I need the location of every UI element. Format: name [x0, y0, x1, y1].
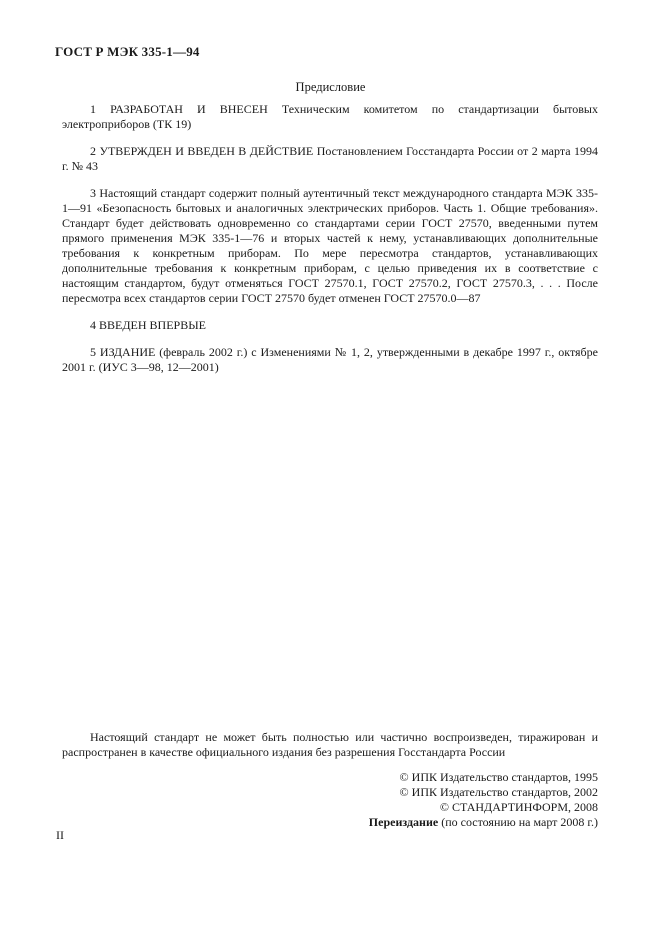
paragraph-approved: 2 УТВЕРЖДЕН И ВВЕДЕН В ДЕЙСТВИЕ Постановлением Госстандарта России от 2 марта 1994 г. № 43: [62, 144, 598, 173]
document-code-header: ГОСТ Р МЭК 335-1—94: [55, 44, 200, 59]
reprint-text: (по состоянию на март 2008 г.): [438, 815, 598, 829]
reprint-line: [369, 815, 598, 830]
paragraph-developed-by: 1 РАЗРАБОТАН И ВНЕСЕН Техническим комитетом по стандартизации бытовых электроприборов (ТК 19): [62, 102, 598, 131]
copyright-block: [369, 770, 598, 830]
paragraph-content: 3 Настоящий стандарт содержит полный аутентичный текст международного стандарта МЭК 335-1—91 «Безопасность бытовых и аналогичных электрических приборов. Часть 1. Общие требования». Стандарт будет действовать одновременно со стандартами серии ГОСТ 27570, введенными путем прямого применения МЭК 335-1—76 и вторых частей к нему, устанавливающих дополнительные требования к конкретным приборам. По мере пересмотра стандартов, устанавливающих дополнительные требования к конкретным приборам, с целью приведения их в соответствие с настоящим стандартом, будут отменяться ГОСТ 27570.1, ГОСТ 27570.2, ГОСТ 27570.3, . . . После пересмотра всех стандартов серии ГОСТ 27570 будет отменен ГОСТ 27570.0—87: [62, 186, 598, 305]
copyright-line-2002: © ИПК Издательство стандартов, 2002: [399, 785, 598, 799]
reprint-label: Переиздание: [368, 815, 439, 829]
foreword-body: [62, 102, 598, 387]
foreword-title: Предисловие: [295, 80, 366, 94]
copyright-line-2008: © СТАНДАРТИНФОРМ, 2008: [439, 800, 598, 814]
copyright-line-1995: © ИПК Издательство стандартов, 1995: [399, 770, 598, 784]
paragraph-edition: 5 ИЗДАНИЕ (февраль 2002 г.) с Изменениями № 1, 2, утвержденными в декабре 1997 г., октябре 2001 г. (ИУС 3—98, 12—2001): [62, 345, 598, 374]
reproduction-notice: Настоящий стандарт не может быть полностью или частично воспроизведен, тиражирован и распространен в качестве официального издания без разрешения Госстандарта России: [62, 730, 598, 759]
page-number: II: [56, 828, 64, 842]
paragraph-introduced-first: 4 ВВЕДЕН ВПЕРВЫЕ: [90, 318, 206, 332]
